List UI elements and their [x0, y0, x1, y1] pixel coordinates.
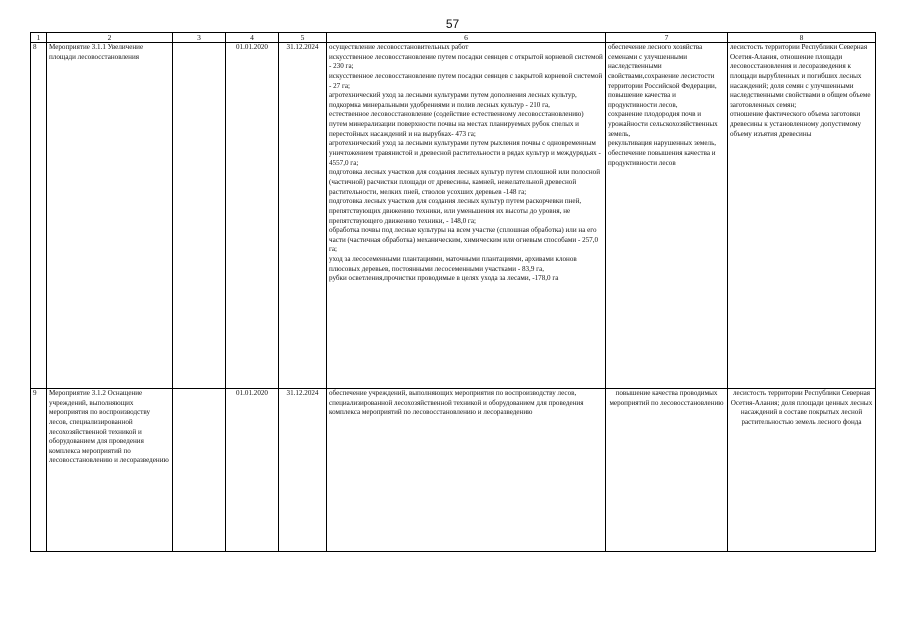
expected-results	[606, 43, 728, 389]
activity-name: Мероприятие 3.1.2 Оснащение учреждений, выполняющих мероприятия по воспроизводству лесов, специализированной лесохозяйственной техникой и оборудованием для проведения комплекса мероприятий по лесовосстановлению и лесоразведению	[47, 389, 173, 552]
table-row	[31, 389, 876, 552]
description-line: осуществление лесовосстановительных работ	[329, 43, 469, 51]
result-line: обеспечение повышения качества и продуктивности лесов	[608, 149, 716, 167]
end-date: 31.12.2024	[279, 43, 327, 389]
activity-description	[327, 389, 606, 552]
table-row	[31, 43, 876, 389]
result-line: повышение качества проводимых мероприятий по лесовосстановлению	[609, 389, 724, 407]
row-number: 8	[31, 43, 47, 389]
page-number: 57	[445, 17, 460, 31]
column-number: 1	[31, 33, 47, 43]
column-number: 8	[728, 33, 876, 43]
indicator-line: отношение фактического объема заготовки древесины к установленному допустимому объему изъятия древесины	[730, 110, 862, 138]
start-date: 01.01.2020	[226, 43, 279, 389]
executor-cell	[173, 43, 226, 389]
description-line: уход за лесосеменными плантациями, маточными плантациями, архивами клонов плюсовых деревьев, постоянными лесосеменными участками - 83,9 га,	[329, 255, 577, 273]
description-line: агротехнический уход за лесными культурами путем дополнения лесных культур, подкормка минеральными удобрениями и полив лесных культур - 210 га,	[329, 91, 577, 109]
column-number: 6	[327, 33, 606, 43]
column-number-row	[31, 33, 876, 43]
column-number: 7	[606, 33, 728, 43]
activity-description	[327, 43, 606, 389]
description-line: обработка почвы под лесные культуры на всем участке (сплошная обработка) или на его части (частичная обработка) механическим, химическим или огневым способами - 257,0 га;	[329, 226, 599, 254]
description-line: естественное лесовосстановление (содействие естественному лесовосстановлению) путем минерализации поверхности почвы на местах планируемых рубок спелых и перестойных насаждений и на вырубках- 473 га;	[329, 110, 584, 138]
indicator-line: лесистость территории Республики Северная Осетия-Алания, отношение площади лесовосстановления и лесоразведения к площади вырубленных и погибших лесных насаждений; доля семян с улучшенными наследственными свойствами в общем объеме заготовленных семян;	[730, 43, 871, 109]
result-line: обеспечение лесного хозяйства семенами с улучшенными наследственными свойствами,сохранение лесистости территории Российской Федерации,	[608, 43, 717, 90]
description-line: подготовка лесных участков для создания лесных культур путем сплошной или полосной (частичной) расчистки площади от древесины, камней, нежелательной древесной растительности, мелких пней, стволов усохших деревьев -148 га;	[329, 168, 601, 196]
indicators	[728, 389, 876, 552]
start-date: 01.01.2020	[226, 389, 279, 552]
executor-cell	[173, 389, 226, 552]
expected-results	[606, 389, 728, 552]
result-line: повышение качества и продуктивности лесов,	[608, 91, 678, 109]
description-line: подготовка лесных участков для создания лесных культур путем раскорчевки пней, препятствующих движению техники, или уменьшения их высоты до уровня, не препятствующего движению техники, - 148,0 га;	[329, 197, 582, 225]
column-number: 2	[47, 33, 173, 43]
description-line: искусственное лесовосстановление путем посадки сеянцев с закрытой корневой системой - 27 га;	[329, 71, 603, 90]
description-line: агротехнический уход за лесными культурами путем рыхления почвы с одновременным уничтожением травянистой и древесной растительности в рядах культур и междурядьях - 4557,0 га;	[329, 139, 601, 167]
program-table	[30, 32, 876, 552]
end-date: 31.12.2024	[279, 389, 327, 552]
description-line: рубки осветления,прочистки проводимые в целях ухода за лесами, -178,0 га	[329, 274, 559, 283]
description-line: обеспечение учреждений, выполняющих мероприятия по воспроизводству лесов, специализированной лесохозяйственной техникой и оборудованием для проведения комплекса мероприятий по лесовосстановлению и лесоразведению	[329, 389, 584, 417]
column-number: 4	[226, 33, 279, 43]
indicators	[728, 43, 876, 389]
column-number: 5	[279, 33, 327, 43]
result-line: сохранение плодородия почв и урожайности сельскохозяйственных земель,	[608, 110, 718, 138]
indicator-line: лесистость территории Республики Северная Осетия-Алания; доля площади ценных лесных насаждений в составе покрытых лесной растительностью земель лесного фонда	[730, 389, 873, 426]
row-number: 9	[31, 389, 47, 552]
column-number: 3	[173, 33, 226, 43]
description-line: искусственное лесовосстановление путем посадки сеянцев с открытой корневой системой - 230 га;	[329, 52, 603, 71]
result-line: рекультивация нарушенных земель,	[608, 139, 717, 148]
activity-name: Мероприятие 3.1.1 Увеличение площади лесовосстановления	[47, 43, 173, 389]
